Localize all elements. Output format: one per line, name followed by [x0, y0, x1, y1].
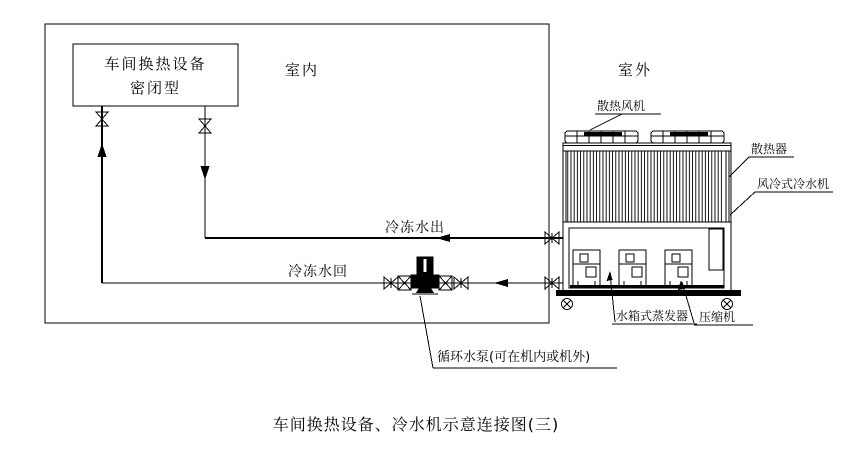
outdoor-zone-label: 室外 — [618, 61, 653, 79]
equipment-type: 密闭型 — [129, 78, 181, 97]
circulation-pump-label: 循环水泵(可在机内或机外) — [437, 350, 591, 365]
pipes — [102, 106, 563, 283]
chilled-water-return-label: 冷冻水回 — [288, 264, 348, 280]
chiller-drawing — [556, 131, 741, 310]
pump-icon — [384, 257, 468, 294]
riser-valve-icons — [96, 112, 211, 133]
radiator-label: 散热器 — [751, 142, 788, 156]
caster-wheel-icons — [562, 299, 733, 310]
fan-housing-icons — [565, 131, 724, 143]
evaporator-label: 水箱式蒸发器 — [616, 309, 689, 323]
chilled-water-supply-label: 冷冻水出 — [385, 220, 445, 236]
chiller-name-label: 风冷式冷水机 — [757, 177, 830, 191]
fan-label: 散热风机 — [597, 99, 646, 113]
compressor-label: 压缩机 — [699, 310, 736, 324]
equipment-box-label — [73, 44, 238, 106]
equipment-name: 车间换热设备 — [104, 54, 207, 73]
radiator-fins — [563, 151, 731, 222]
wall-valve-icons — [545, 232, 559, 289]
compressor-module-icons — [573, 250, 692, 286]
chiller-base — [556, 290, 741, 296]
diagram-title: 车间换热设备、冷水机示意连接图(三) — [272, 415, 560, 434]
indoor-zone-label: 室内 — [285, 61, 320, 79]
